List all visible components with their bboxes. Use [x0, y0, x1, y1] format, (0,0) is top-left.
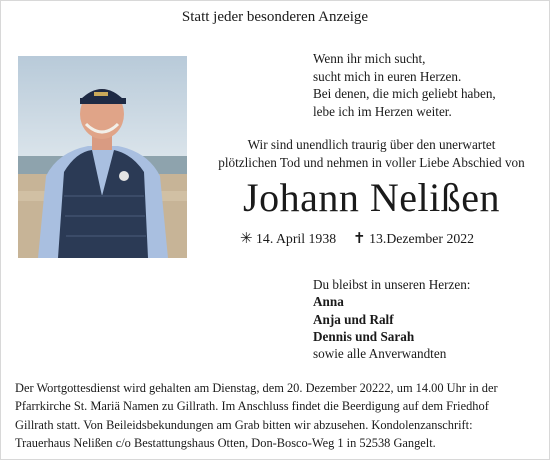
- intro-line: Wir sind unendlich traurig über den unerwartet: [247, 137, 496, 152]
- birth-date: 14. April 1938: [256, 231, 337, 246]
- family-block: [313, 276, 470, 362]
- header-text: Statt jeder besonderen Anzeige: [181, 9, 369, 25]
- portrait-photo: [18, 56, 187, 258]
- family-member: Anja und Ralf: [313, 311, 394, 327]
- poem-line: Wenn ihr mich sucht,: [313, 51, 426, 66]
- family-member: Anna: [313, 294, 344, 310]
- family-intro: Du bleibst in unseren Herzen:: [313, 277, 471, 292]
- intro-text: [199, 136, 544, 172]
- death-date: 13.Dezember 2022: [369, 231, 475, 246]
- poem-line: Bei denen, die mich geliebt haben,: [313, 86, 496, 101]
- family-member: Dennis und Sarah: [313, 328, 415, 344]
- poem-line: lebe ich im Herzen weiter.: [313, 103, 452, 119]
- notice-line: Der Wortgottesdienst wird gehalten am Dienstag, dem 20. Dezember 20222, um 14.00 Uhr in der: [15, 381, 498, 395]
- birth-star-icon: ✳: [240, 231, 253, 247]
- service-notice: [15, 379, 537, 453]
- deceased-name: Johann Nelißen: [243, 175, 500, 220]
- intro-line: plötzlichen Tod und nehmen in voller Liebe Abschied von: [218, 155, 525, 170]
- family-closing: sowie alle Anverwandten: [313, 346, 447, 362]
- poem-line: sucht mich in euren Herzen.: [313, 68, 462, 84]
- poem: [313, 50, 496, 120]
- notice-line: Gillrath statt. Von Beileidsbekundungen am Grab bitten wir abzusehen. Kondolenzanschrift:: [15, 417, 473, 432]
- death-cross-icon: ✝: [353, 231, 366, 247]
- notice-line: Pfarrkirche St. Mariä Namen zu Gillrath. Im Anschluss findet die Beerdigung auf dem Friedhof: [15, 399, 489, 414]
- notice-line: Trauerhaus Nelißen c/o Bestattungshaus Otten, Don-Bosco-Weg 1 in 52538 Gangelt.: [15, 436, 436, 451]
- life-dates: [240, 229, 474, 248]
